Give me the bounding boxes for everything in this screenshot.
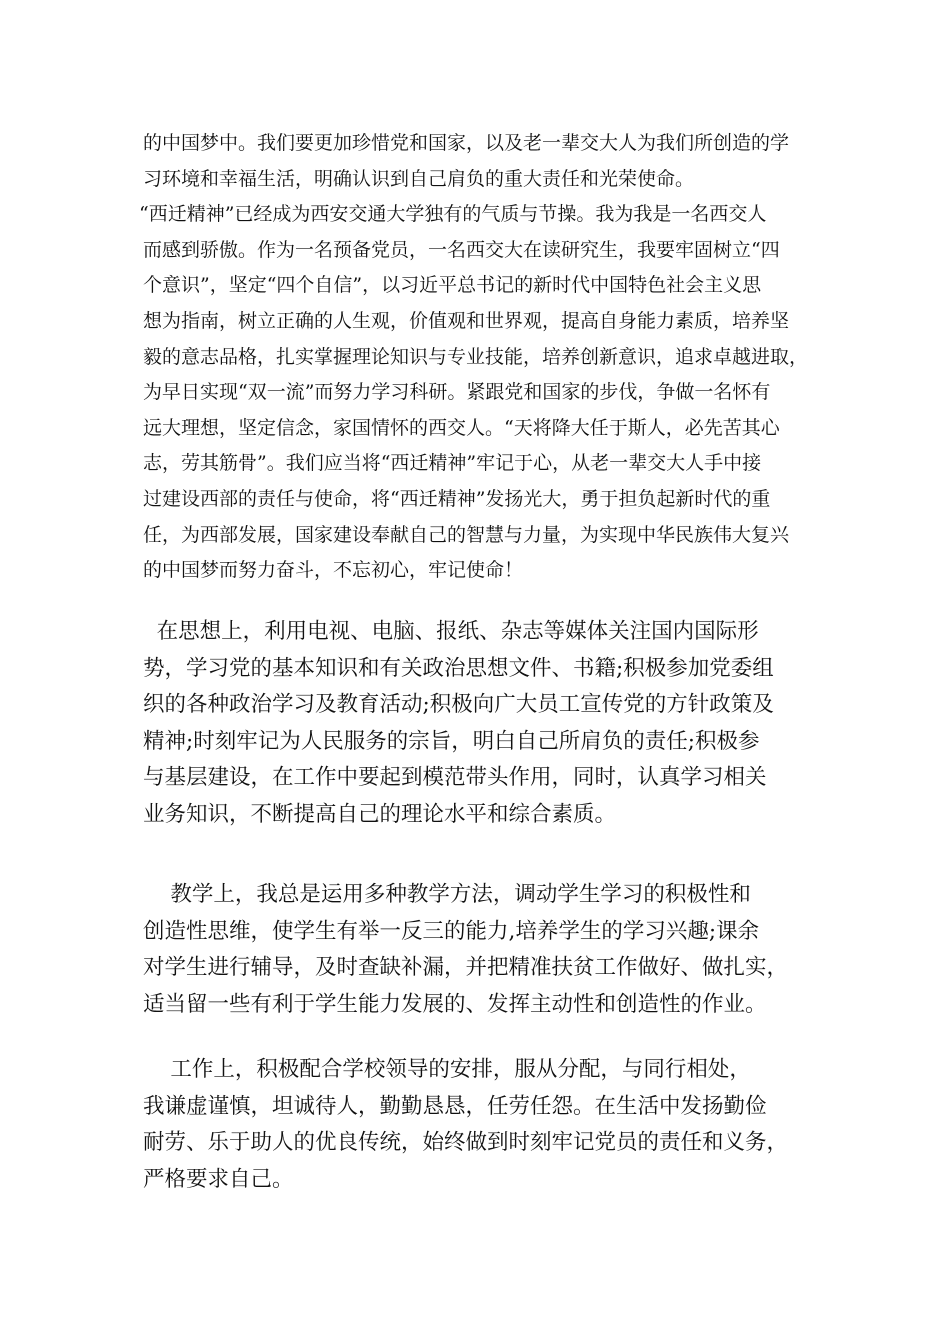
text-line: 教学上，我总是运用多种教学方法，调动学生学习的积极性和 [143,882,751,907]
text-line: 任，为西部发展，国家建设奉献自己的智慧与力量，为实现中华民族伟大复兴 [143,523,790,546]
text-line: 习环境和幸福生活，明确认识到自己肩负的重大责任和光荣使命。 [143,167,695,190]
text-line: 个意识”，坚定“四个自信”，以习近平总书记的新时代中国特色社会主义思 [143,274,762,297]
paragraph-teaching [143,877,813,1023]
text-line: 为早日实现“双一流”而努力学习科研。紧跟党和国家的步伐，争做一名怀有 [143,381,771,404]
text-line: 过建设西部的责任与使命，将“西迁精神”发扬光大，勇于担负起新时代的重 [143,487,771,510]
text-line: 想为指南，树立正确的人生观，价值观和世界观，提高自身能力素质，培养坚 [143,309,790,332]
text-line: 精神;时刻牢记为人民服务的宗旨，明白自己所肩负的责任;积极参 [143,728,760,754]
text-line: 耐劳、乐于助人的优良传统，始终做到时刻牢记党员的责任和义务， [143,1130,789,1155]
text-line: 在思想上，利用电视、电脑、报纸、杂志等媒体关注国内国际形 [143,619,759,644]
text-line: “西迁精神”已经成为西安交通大学独有的气质与节操。我为我是一名西交人 [139,203,767,226]
text-line: 对学生进行辅导，及时查缺补漏，并把精准扶贫工作做好、做扎实， [143,955,789,980]
text-line: 而感到骄傲。作为一名预备党员，一名西交大在读研究生，我要牢固树立“四 [143,238,780,261]
text-line: 我谦虚谨慎，坦诚待人，勤勤恳恳，任劳任怨。在生活中发扬勤俭 [143,1093,767,1119]
text-line: 适当留一些有利于学生能力发展的、发挥主动性和创造性的作业。 [143,991,767,1017]
text-line: 远大理想，坚定信念，家国情怀的西交人。“天将降大任于斯人，必先苦其心 [143,416,780,439]
text-line: 势，学习党的基本知识和有关政治思想文件、书籍;积极参加党委组 [143,655,774,681]
text-line: 织的各种政治学习及教育活动;积极向广大员工宣传党的方针政策及 [143,692,774,717]
text-line: 工作上，积极配合学校领导的安排，服从分配，与同行相处， [143,1057,751,1082]
paragraph-ideology [143,614,813,833]
text-line: 的中国梦中。我们要更加珍惜党和国家，以及老一辈交大人为我们所创造的学 [143,132,790,154]
text-line: 的中国梦而努力奋斗，不忘初心，牢记使命！ [143,559,524,582]
text-line: 创造性思维，使学生有举一反三的能力,培养学生的学习兴趣;课余 [143,918,760,944]
text-line: 业务知识，不断提高自己的理论水平和综合素质。 [143,801,617,827]
text-line: 严格要求自己。 [143,1166,294,1192]
text-line: 志，劳其筋骨”。我们应当将“西迁精神”牢记于心，从老一辈交大人手中接 [143,452,762,475]
text-line: 与基层建设，在工作中要起到模范带头作用，同时，认真学习相关 [143,765,767,790]
text-line: 毅的意志品格，扎实掌握理论知识与专业技能，培养创新意识，追求卓越进取， [143,345,809,368]
paragraph-xiqian-spirit [139,126,811,589]
paragraph-work [143,1052,813,1198]
